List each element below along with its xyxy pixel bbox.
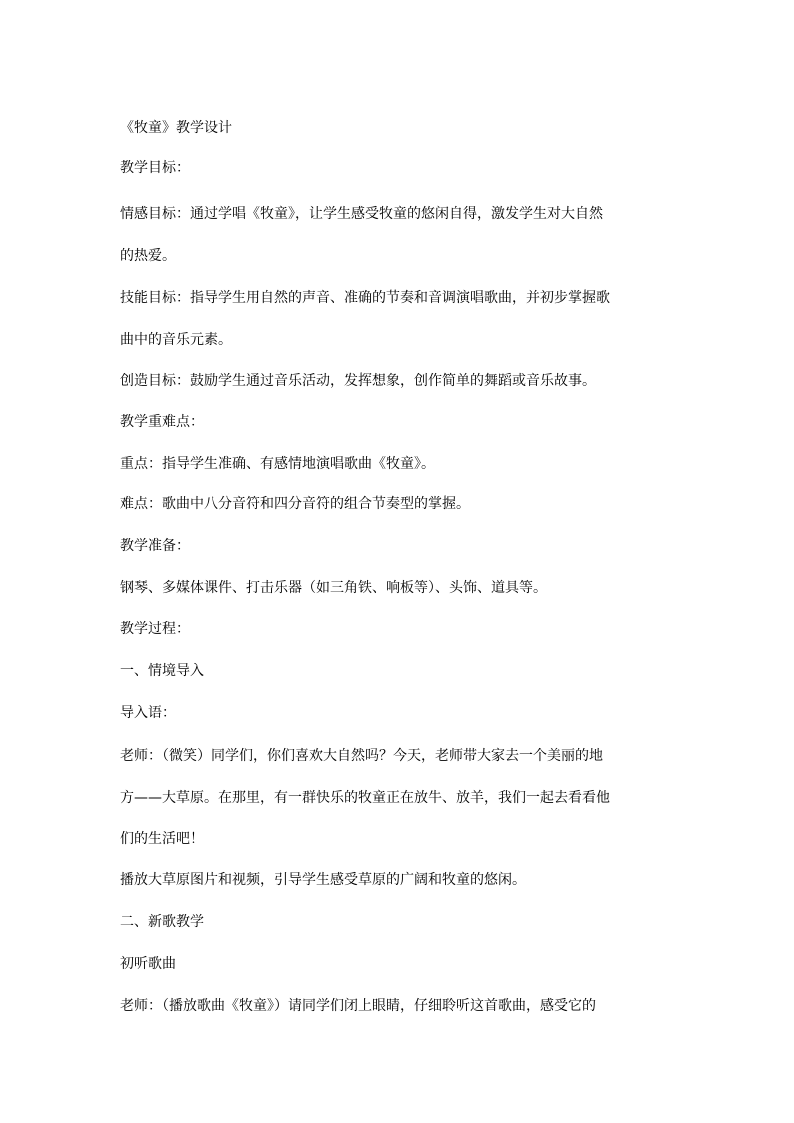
section-heading: 二、新歌教学 — [120, 914, 204, 930]
paragraph-line: 播放大草原图片和视频，引导学生感受草原的广阔和牧童的悠闲。 — [120, 872, 526, 888]
paragraph-line: 钢琴、多媒体课件、打击乐器（如三角铁、响板等）、头饰、道具等。 — [120, 580, 547, 596]
document-title: 《牧童》教学设计 — [120, 120, 232, 136]
paragraph-line: 创造目标：鼓励学生通过音乐活动，发挥想象，创作简单的舞蹈或音乐故事。 — [120, 373, 596, 389]
paragraph-line: 难点：歌曲中八分音符和四分音符的组合节奏型的掌握。 — [120, 496, 470, 512]
subheading: 初听歌曲 — [120, 956, 176, 972]
paragraph-line: 方——大草原。在那里，有一群快乐的牧童正在放牛、放羊，我们一起去看看他 — [120, 790, 610, 806]
section-heading: 一、情境导入 — [120, 663, 204, 679]
paragraph-line: 情感目标：通过学唱《牧童》，让学生感受牧童的悠闲自得，激发学生对大自然 — [120, 206, 603, 222]
paragraph-line: 们的生活吧！ — [120, 831, 204, 847]
paragraph-line: 的热爱。 — [120, 248, 176, 264]
subheading: 导入语： — [120, 705, 176, 721]
paragraph-line: 老师：（播放歌曲《牧童》）请同学们闭上眼睛，仔细聆听这首歌曲，感受它的 — [120, 998, 596, 1014]
paragraph-line: 技能目标：指导学生用自然的声音、准确的节奏和音调演唱歌曲，并初步掌握歌 — [120, 290, 610, 306]
heading-preparation: 教学准备： — [120, 538, 190, 554]
paragraph-line: 曲中的音乐元素。 — [120, 332, 232, 348]
heading-key-points: 教学重难点： — [120, 414, 204, 430]
heading-teaching-goals: 教学目标： — [120, 160, 190, 176]
heading-teaching-process: 教学过程： — [120, 621, 190, 637]
paragraph-line: 老师：（微笑）同学们，你们喜欢大自然吗？今天，老师带大家去一个美丽的地 — [120, 748, 603, 764]
paragraph-line: 重点：指导学生准确、有感情地演唱歌曲《牧童》。 — [120, 456, 435, 472]
